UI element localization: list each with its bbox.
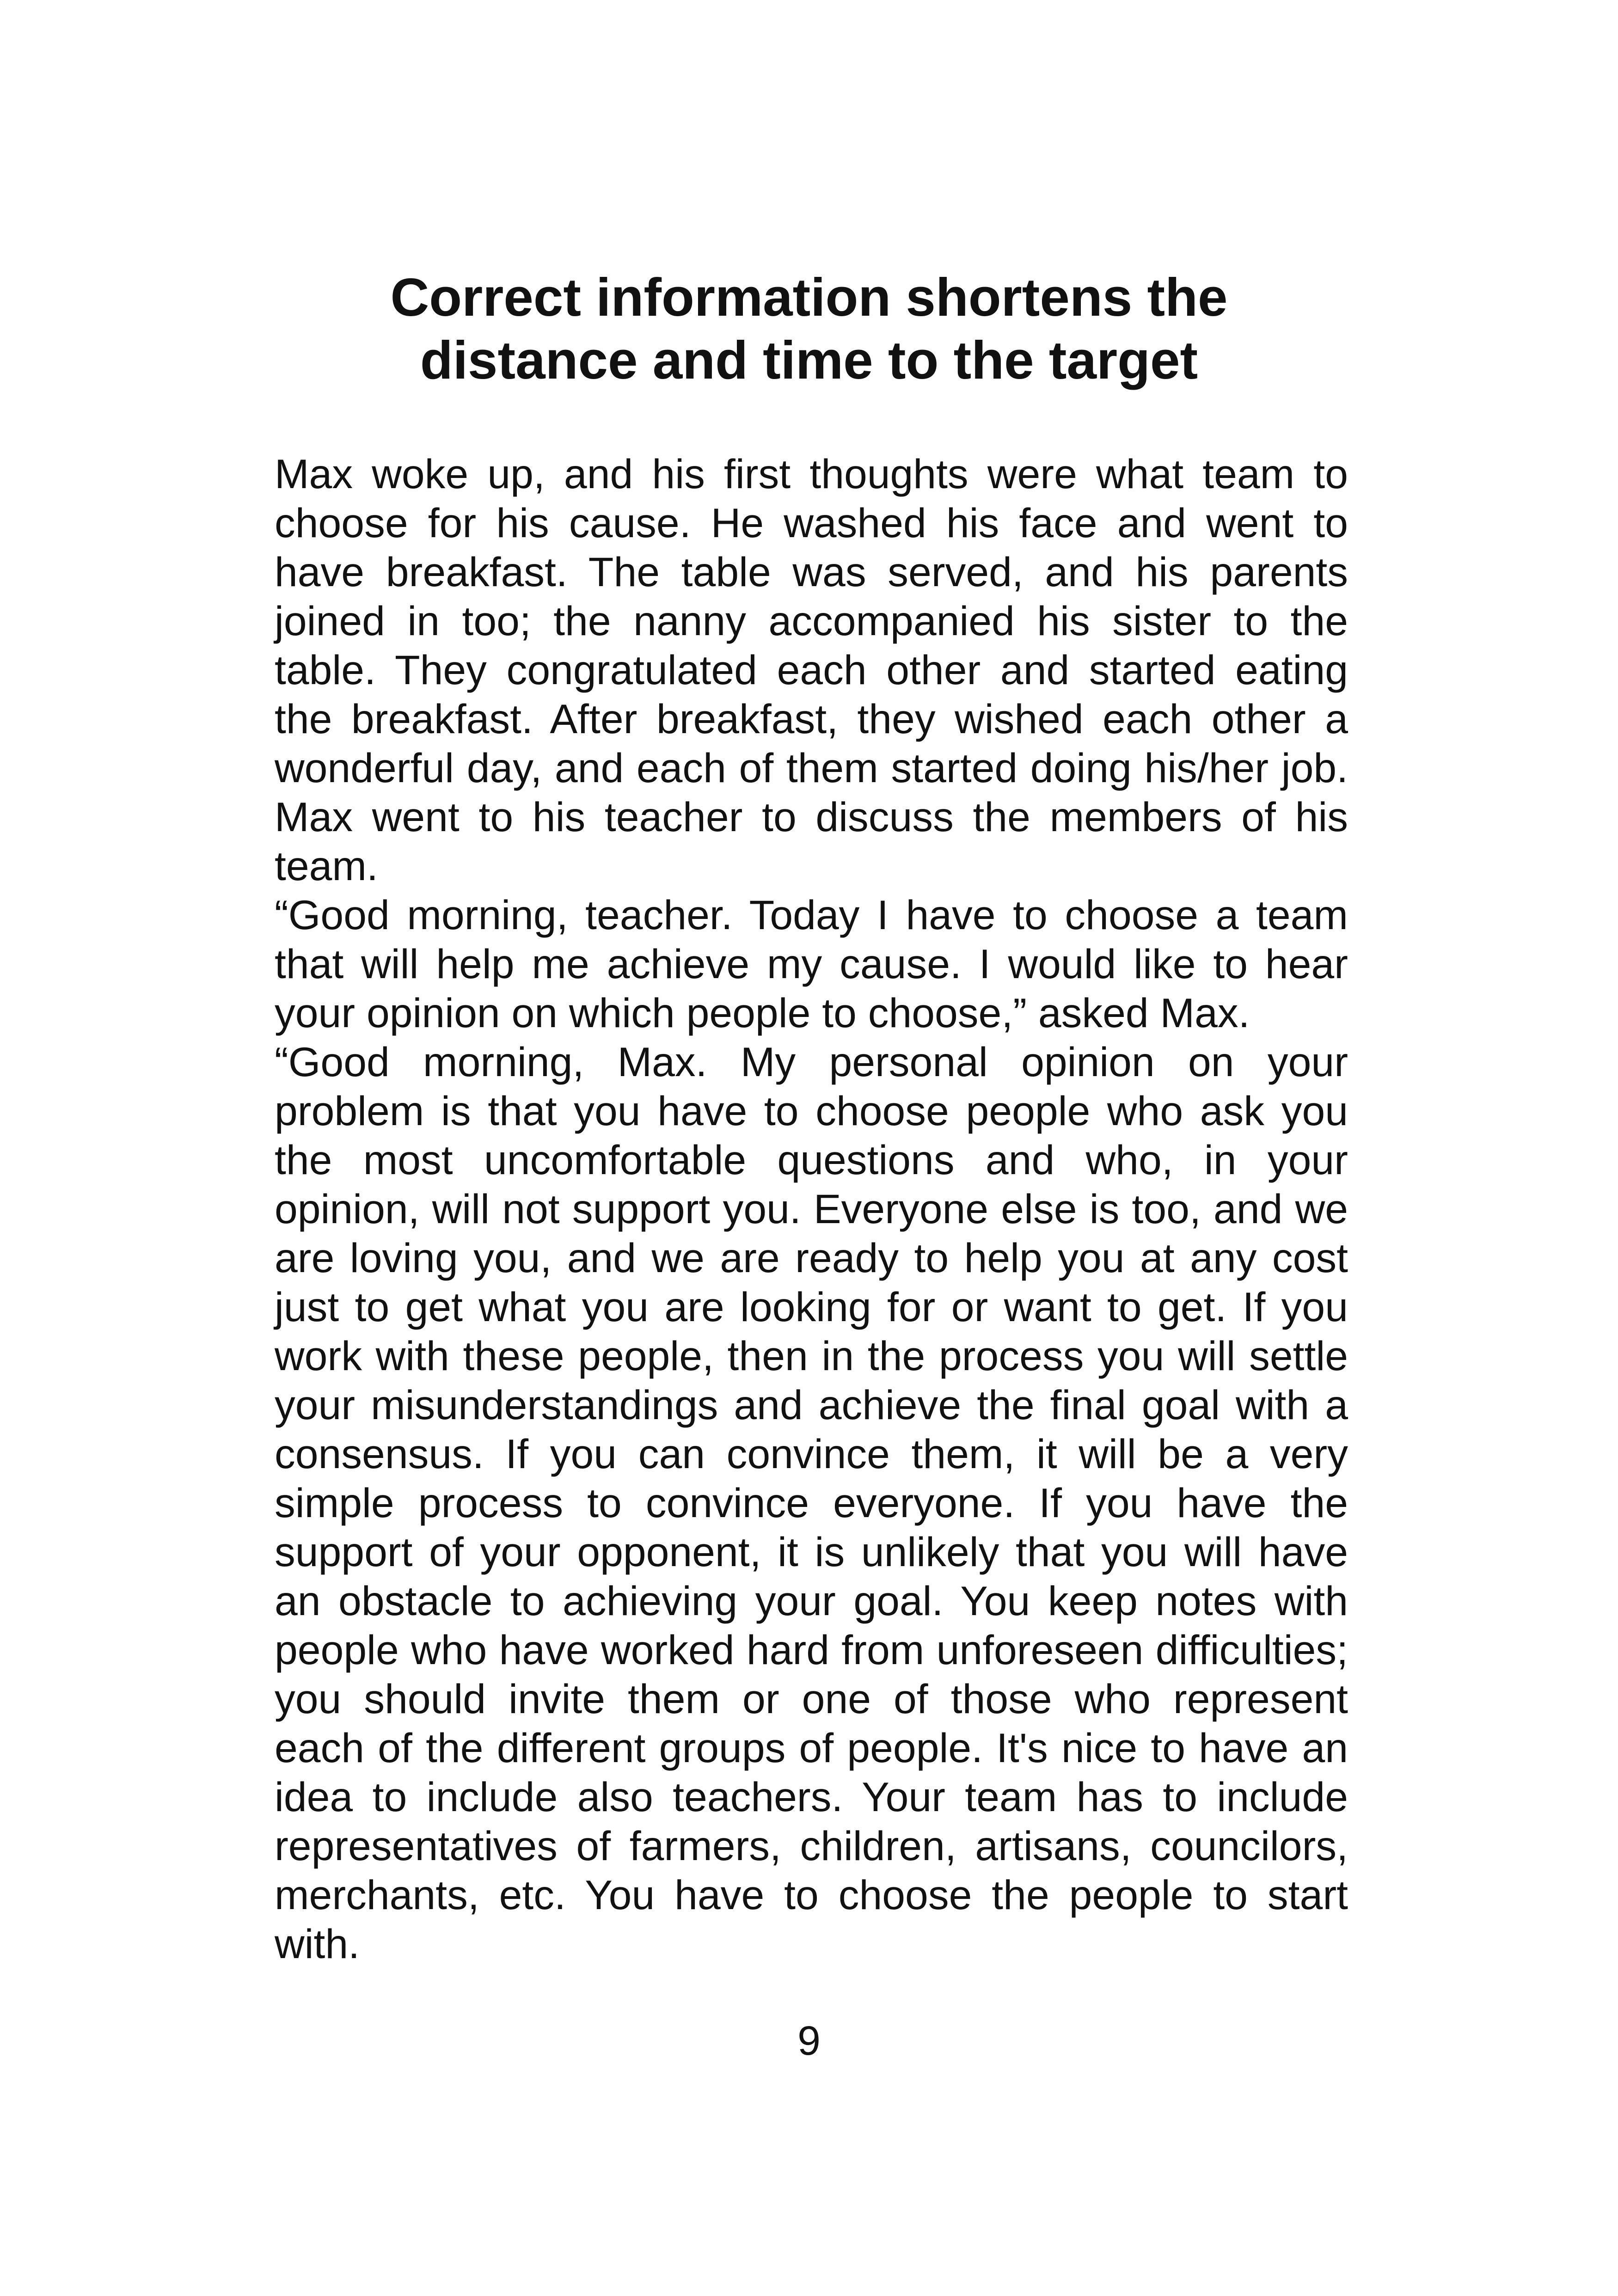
chapter-title-line-2: distance and time to the target (420, 330, 1198, 390)
chapter-title (0, 266, 1618, 392)
chapter-title-line-1: Correct information shortens the (390, 267, 1228, 327)
page-number: 9 (797, 2017, 821, 2063)
paragraph: Max woke up, and his first thoughts were what team to choose for his cause. He washed his face and went to have breakfast. The table was served, and his parents joined in too; the nanny accompanied his sister to the table. They congratulated each other and started eating the breakfast. After breakfast, they wished each other a wonderful day, and each of them started doing his/her job. Max went to his teacher to discuss the members of his team. (275, 451, 1348, 889)
paragraph: “Good morning, teacher. Today I have to choose a team that will help me achieve my cause. I would like to hear your opinion on which people to choose,” asked Max. (275, 892, 1348, 1036)
body-text (275, 449, 1348, 1968)
paragraph: “Good morning, Max. My personal opinion on your problem is that you have to choose people who ask you the most uncomfortable questions and who, in your opinion, will not support you. Everyone else is too, and we are loving you, and we are ready to help you at any cost just to get what you are looking for or want to get. If you work with these people, then in the process you will settle your misunderstandings and achieve the final goal with a consensus. If you can convince them, it will be a very simple process to convince everyone. If you have the support of your opponent, it is unlikely that you will have an obstacle to achieving your goal. You keep notes with people who have worked hard from unforeseen difficulties; you should invite them or one of those who represent each of the different groups of people. It's nice to have an idea to include also teachers. Your team has to include representatives of farmers, children, artisans, councilors, merchants, etc. You have to choose the people to start with. (275, 1039, 1348, 1967)
